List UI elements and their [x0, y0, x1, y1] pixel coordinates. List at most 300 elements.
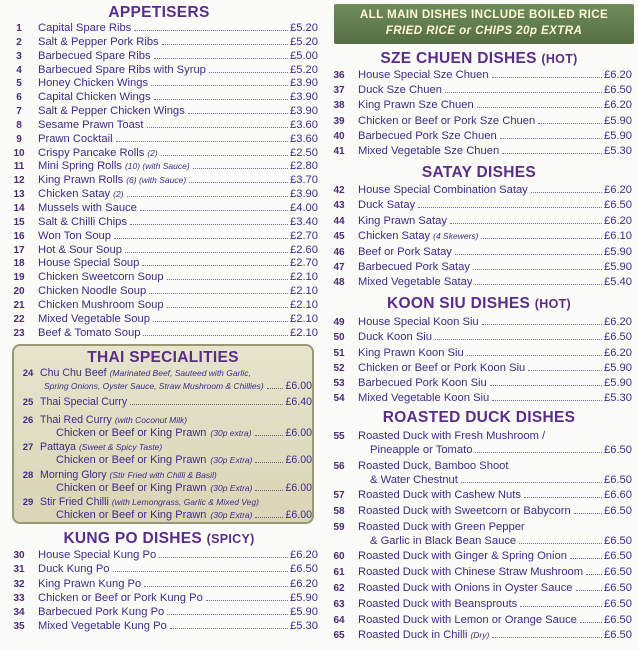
dot-leader [167, 279, 288, 280]
duck-item [320, 520, 632, 550]
item-price: £6.20 [604, 184, 632, 196]
item-number: 19 [13, 272, 25, 284]
dot-leader [130, 224, 288, 225]
menu-item-row [0, 271, 318, 285]
dot-leader [114, 238, 288, 239]
menu-item-row [320, 183, 632, 198]
item-name: Pattaya [40, 441, 76, 453]
dot-leader [461, 482, 602, 483]
menu-item-row [0, 562, 318, 576]
item-name: Roasted Duck with Green Pepper [358, 520, 525, 533]
menu-item-row [0, 216, 318, 230]
item-price: £5.90 [604, 260, 632, 273]
item-number: 37 [333, 85, 345, 97]
item-price: £2.60 [290, 243, 318, 256]
item-price: £2.10 [290, 312, 318, 325]
item-note: (4 Skewers) [433, 231, 479, 242]
duck-item-line [320, 597, 632, 613]
dot-leader [162, 44, 288, 45]
dot-leader [127, 196, 288, 197]
item-price: £6.20 [604, 346, 632, 359]
item-number: 16 [13, 230, 25, 242]
item-name-cont: & Garlic in Black Bean Sauce [370, 535, 517, 548]
item-number: 38 [333, 100, 345, 112]
menu-item-row [320, 229, 632, 244]
item-price: £3.90 [290, 105, 318, 118]
dot-leader [418, 207, 602, 208]
item-name: Salt & Pepper Chicken Wings [38, 105, 185, 118]
dot-leader [267, 388, 284, 389]
item-name: Chicken or Beef or Pork Koon Siu [358, 361, 526, 374]
dot-leader [531, 192, 602, 193]
item-number: 49 [333, 317, 345, 328]
item-number: 17 [13, 244, 25, 256]
item-number: 13 [13, 189, 25, 201]
szechuen-subtitle: (HOT) [541, 52, 578, 66]
item-note: (Dry) [470, 630, 490, 641]
menu-item-row [320, 98, 632, 113]
duck-item-line2 [320, 473, 632, 488]
item-price: £5.90 [290, 606, 318, 619]
item-price: £2.70 [290, 229, 318, 242]
item-name: Roasted Duck with Sweetcorn or Babycorn [358, 504, 571, 517]
dot-leader [580, 622, 602, 623]
item-name: Salt & Pepper Pork Ribs [38, 35, 159, 48]
duck-title: ROASTED DUCK DISHES [382, 409, 576, 426]
item-note: (2) [113, 189, 124, 200]
item-name: Barbecued Spare Ribs with Syrup [38, 63, 206, 76]
thai-item-line1 [16, 414, 312, 427]
dot-leader [586, 574, 602, 575]
item-price: £2.10 [290, 298, 318, 311]
thai-item-line1 [16, 396, 312, 409]
dot-leader [576, 590, 602, 591]
szechuen-title [320, 50, 638, 68]
dot-leader [475, 452, 602, 453]
dot-leader [519, 543, 602, 544]
dot-leader [151, 85, 288, 86]
thai-item-line1 [16, 469, 312, 482]
item-note: Spring Onions, Oyster Sauce, Straw Mushroom & Chillies) [44, 381, 264, 392]
dot-leader [142, 265, 288, 266]
item-price: £6.20 [604, 99, 632, 112]
item-name: Thai Red Curry [40, 414, 112, 426]
dot-leader [193, 168, 288, 169]
menu-item-row [0, 188, 318, 202]
menu-item-row [0, 64, 318, 78]
item-name: Roasted Duck with Lemon or Orange Sauce [358, 613, 577, 626]
item-price: £4.00 [290, 201, 318, 214]
item-number: 62 [333, 582, 345, 594]
menu-item-row [0, 285, 318, 299]
item-number: 50 [333, 332, 345, 344]
menu-item-row [0, 50, 318, 64]
item-number: 12 [13, 175, 25, 187]
item-name: Prawn Cocktail [38, 132, 113, 145]
item-price: £5.90 [604, 129, 632, 142]
item-number: 9 [16, 133, 22, 145]
item-price: £5.20 [290, 63, 318, 76]
dot-leader [524, 497, 602, 498]
item-price: £6.20 [604, 316, 632, 328]
item-price: £5.40 [604, 276, 632, 289]
item-name: King Prawn Koon Siu [358, 346, 464, 359]
item-number: 64 [333, 614, 345, 626]
duck-item-line [320, 488, 632, 504]
item-price: £6.00 [285, 380, 312, 393]
menu-item-row [320, 330, 632, 345]
item-price: £5.90 [604, 114, 632, 127]
main-dishes-banner [334, 4, 634, 44]
kungpo-list [0, 548, 318, 634]
item-number: 3 [16, 50, 22, 62]
dot-leader [570, 558, 602, 559]
duck-item-line [320, 549, 632, 565]
menu-item-row [0, 244, 318, 258]
item-name: Barbecued Pork Kung Po [38, 606, 165, 619]
item-number: 6 [16, 92, 22, 104]
menu-item-row [320, 391, 632, 406]
item-number: 25 [22, 397, 34, 408]
item-name: Barbecued Pork Koon Siu [358, 377, 487, 390]
item-name: Duck Kung Po [38, 563, 110, 576]
dot-leader [492, 400, 602, 401]
item-price: £5.90 [604, 361, 632, 374]
item-name: Roasted Duck, Bamboo Shoot [358, 459, 509, 472]
item-name: Roasted Duck in Chilli [358, 629, 468, 642]
menu-item-row [320, 83, 632, 98]
item-note: (6) (with Sauce) [126, 175, 187, 186]
item-name: Chicken Mushroom Soup [38, 298, 164, 311]
item-price: £6.50 [604, 331, 632, 344]
dot-leader [130, 404, 283, 405]
menu-item-row [320, 315, 632, 330]
item-number: 57 [333, 490, 345, 502]
item-price: £5.90 [604, 245, 632, 258]
item-number: 11 [13, 161, 25, 173]
item-name: Capital Chicken Wings [38, 91, 151, 104]
thai-item-line1 [16, 367, 312, 380]
item-name: House Special Koon Siu [358, 316, 479, 328]
item-name: Morning Glory [40, 469, 107, 481]
menu-item-row [0, 327, 318, 341]
item-price: £6.50 [604, 444, 632, 457]
item-price: £5.30 [290, 620, 318, 633]
menu-item-row [0, 605, 318, 619]
thai-item [16, 469, 312, 495]
item-number: 63 [333, 598, 345, 610]
menu-item-row [0, 91, 318, 105]
item-name: Chicken Noodle Soup [38, 285, 147, 298]
item-price: £6.60 [604, 489, 632, 502]
item-name: Beef & Tomato Soup [38, 326, 141, 339]
item-name: King Prawn Kung Po [38, 577, 142, 590]
item-note: (30p Extra) [210, 483, 253, 494]
item-note: (with Lemongrass, Garlic & Mixed Veg) [111, 497, 259, 507]
dot-leader [167, 614, 288, 615]
menu-item-row [320, 376, 632, 391]
item-name: Roasted Duck with Chinese Straw Mushroom [358, 566, 584, 579]
thai-item-line2 [16, 427, 312, 439]
item-price: £6.00 [285, 482, 312, 495]
item-name: Chicken or Beef or Pork Kung Po [38, 591, 203, 604]
dot-leader [450, 223, 602, 224]
item-name: Capital Spare Ribs [38, 22, 132, 34]
item-price: £2.10 [290, 326, 318, 339]
item-number: 5 [16, 78, 22, 90]
duck-list [320, 429, 632, 644]
dot-leader [170, 628, 288, 629]
menu-item-row [320, 129, 632, 144]
item-name: Chu Chu Beef [40, 367, 107, 379]
dot-leader [255, 435, 284, 436]
menu-item-row [0, 133, 318, 147]
menu-item-row [0, 36, 318, 50]
dot-leader [500, 138, 602, 139]
duck-item-line [320, 628, 632, 644]
item-name: Roasted Duck with Fresh Mushroom / [358, 430, 546, 442]
item-price: £6.40 [285, 396, 312, 408]
item-price: £3.60 [290, 118, 318, 131]
dot-leader [113, 571, 288, 572]
item-number: 55 [333, 431, 345, 442]
item-number: 33 [13, 592, 25, 604]
dot-leader [159, 557, 288, 558]
menu-item-row [0, 230, 318, 244]
item-number: 26 [22, 415, 34, 426]
thai-specialities-box [12, 344, 314, 524]
item-number: 10 [13, 147, 25, 159]
dot-leader [475, 284, 602, 285]
dot-leader [490, 385, 602, 386]
item-price: £3.70 [290, 174, 318, 187]
item-number: 35 [13, 621, 25, 633]
duck-item-line [320, 613, 632, 629]
item-name: King Prawn Rolls [38, 174, 124, 187]
menu-item-row [0, 160, 318, 174]
item-price: £6.50 [604, 535, 632, 548]
item-number: 36 [333, 70, 345, 81]
dot-leader [255, 490, 283, 491]
item-name: Barbecued Pork Satay [358, 260, 470, 273]
satay-title: SATAY DISHES [421, 164, 537, 181]
item-name: Beef or Pork Satay [358, 245, 452, 258]
item-number: 53 [333, 378, 345, 390]
duck-item [320, 628, 632, 644]
dot-leader [492, 77, 602, 78]
item-price: £5.90 [290, 591, 318, 604]
item-number: 60 [333, 551, 345, 563]
item-name: Barbecued Spare Ribs [38, 49, 151, 62]
item-number: 22 [13, 313, 25, 325]
menu-item-row [0, 22, 318, 36]
item-name: Honey Chicken Wings [38, 77, 149, 90]
koonsiu-subtitle: (HOT) [534, 297, 571, 311]
dot-leader [574, 513, 602, 514]
menu-item-row [320, 275, 632, 290]
item-price: £6.50 [604, 613, 632, 626]
menu-item-row [0, 313, 318, 327]
dot-leader [134, 30, 288, 31]
duck-item [320, 459, 632, 489]
thai-item [16, 367, 312, 393]
dot-leader [435, 339, 602, 340]
duck-item [320, 549, 632, 565]
item-price: £5.30 [604, 392, 632, 405]
item-price: £6.50 [604, 504, 632, 517]
item-name: Mixed Vegetable Soup [38, 312, 150, 325]
item-number: 48 [333, 277, 345, 289]
item-name: Salt & Chilli Chips [38, 215, 127, 228]
item-number: 27 [22, 442, 34, 453]
thai-item-line1 [16, 441, 312, 454]
item-variant: Chicken or Beef or King Prawn [56, 482, 207, 495]
item-price: £2.50 [290, 146, 318, 159]
thai-item-line1 [16, 496, 312, 509]
item-note: (Stir Fried with Chilli & Basil) [109, 470, 217, 480]
item-price: £6.50 [604, 550, 632, 563]
item-price: £5.90 [604, 377, 632, 390]
dot-leader [188, 113, 288, 114]
item-name: Chicken Sweetcorn Soup [38, 271, 164, 284]
duck-item-line [320, 565, 632, 581]
szechuen-title-text: SZE CHUEN DISHES [380, 50, 537, 67]
item-price: £5.00 [290, 49, 318, 62]
menu-item-row [0, 619, 318, 633]
item-name: Sesame Prawn Toast [38, 118, 144, 131]
item-price: £5.30 [604, 144, 632, 157]
item-number: 21 [13, 299, 25, 311]
duck-item-line1 [320, 429, 632, 443]
item-price: £2.10 [290, 271, 318, 284]
dot-leader [206, 600, 288, 601]
item-note: (2) [147, 147, 158, 158]
item-number: 24 [22, 368, 34, 379]
item-price: £3.90 [290, 91, 318, 104]
item-name: Hot & Sour Soup [38, 243, 122, 256]
item-number: 58 [333, 505, 345, 517]
item-number: 56 [333, 460, 345, 472]
item-number: 46 [333, 246, 345, 258]
menu-item-row [320, 245, 632, 260]
item-name-cont: Pineapple or Tomato [370, 444, 473, 457]
item-price: £6.10 [604, 230, 632, 243]
item-name: Duck Satay [358, 199, 416, 212]
item-number: 44 [333, 215, 345, 227]
duck-item-line2 [320, 534, 632, 549]
item-variant: Chicken or Beef or King Prawn [56, 509, 207, 522]
item-name: King Prawn Sze Chuen [358, 99, 474, 112]
item-number: 51 [333, 347, 345, 359]
dot-leader [125, 252, 288, 253]
item-name: Barbecued Pork Sze Chuen [358, 129, 497, 142]
item-name: Crispy Pancake Rolls [38, 146, 145, 159]
item-number: 61 [333, 567, 345, 579]
item-note: (30p Extra) [210, 455, 253, 466]
menu-item-row [0, 257, 318, 271]
item-price: £6.00 [285, 427, 312, 440]
item-note: (Marinated Beef, Sauteed with Garlic, [109, 368, 251, 378]
menu-item-row [0, 119, 318, 133]
dot-leader [481, 238, 602, 239]
koonsiu-title [320, 295, 638, 313]
duck-item [320, 488, 632, 504]
item-name: House Special Sze Chuen [358, 69, 489, 81]
item-price: £6.20 [604, 69, 632, 81]
item-number: 40 [333, 130, 345, 142]
item-name: Chicken Satay [38, 188, 111, 201]
satay-list [320, 183, 632, 291]
item-number: 31 [13, 564, 25, 576]
duck-item [320, 597, 632, 613]
menu-item-row [320, 260, 632, 275]
item-name: House Special Combination Satay [358, 184, 528, 196]
appetisers-list [0, 22, 318, 340]
dot-leader [143, 335, 288, 336]
kungpo-subtitle: (SPICY) [206, 532, 255, 546]
duck-item-line1 [320, 520, 632, 534]
item-name: Duck Koon Siu [358, 331, 433, 344]
item-number: 8 [16, 119, 22, 131]
item-price: £3.90 [290, 77, 318, 90]
dot-leader [255, 517, 283, 518]
duck-item [320, 613, 632, 629]
thai-item-line2 [16, 509, 312, 521]
item-name: Mixed Vegetable Satay [358, 276, 473, 289]
koonsiu-title-text: KOON SIU DISHES [387, 295, 531, 312]
item-name: House Special Soup [38, 257, 140, 270]
item-number: 45 [333, 231, 345, 243]
menu-item-row [0, 591, 318, 605]
item-number: 29 [22, 497, 34, 508]
menu-item-row [320, 346, 632, 361]
item-name: House Special Kung Po [38, 549, 157, 561]
item-number: 42 [333, 185, 345, 196]
item-number: 4 [16, 64, 22, 76]
item-price: £6.00 [285, 454, 312, 467]
item-note: (10) (with Sauce) [124, 161, 190, 172]
item-name: Mixed Vegetable Koon Siu [358, 392, 490, 405]
item-price: £3.60 [290, 132, 318, 145]
item-number: 1 [16, 23, 22, 34]
menu-item-row [0, 548, 318, 562]
item-number: 30 [13, 550, 25, 561]
dot-leader [167, 307, 288, 308]
dot-leader [467, 355, 602, 356]
item-note: (with Coconut Milk) [114, 415, 188, 425]
dot-leader [477, 107, 602, 108]
item-number: 7 [16, 106, 22, 118]
item-number: 32 [13, 578, 25, 590]
thai-item [16, 441, 312, 467]
item-number: 47 [333, 261, 345, 273]
menu-item-row [0, 299, 318, 313]
item-number: 39 [333, 115, 345, 127]
item-number: 43 [333, 200, 345, 212]
item-name: Roasted Duck with Onions in Oyster Sauce [358, 581, 573, 594]
item-price: £6.50 [604, 473, 632, 486]
menu-item-row [320, 144, 632, 159]
szechuen-list [320, 68, 632, 159]
thai-title: THAI SPECIALITIES [87, 349, 239, 366]
banner-line1: ALL MAIN DISHES INCLUDE BOILED RICE [359, 8, 609, 21]
item-name: Mussels with Sauce [38, 201, 137, 214]
duck-item [320, 429, 632, 459]
thai-item-line2 [16, 482, 312, 494]
dot-leader [154, 58, 288, 59]
item-number: 54 [333, 393, 345, 405]
menu-item-row [0, 147, 318, 161]
